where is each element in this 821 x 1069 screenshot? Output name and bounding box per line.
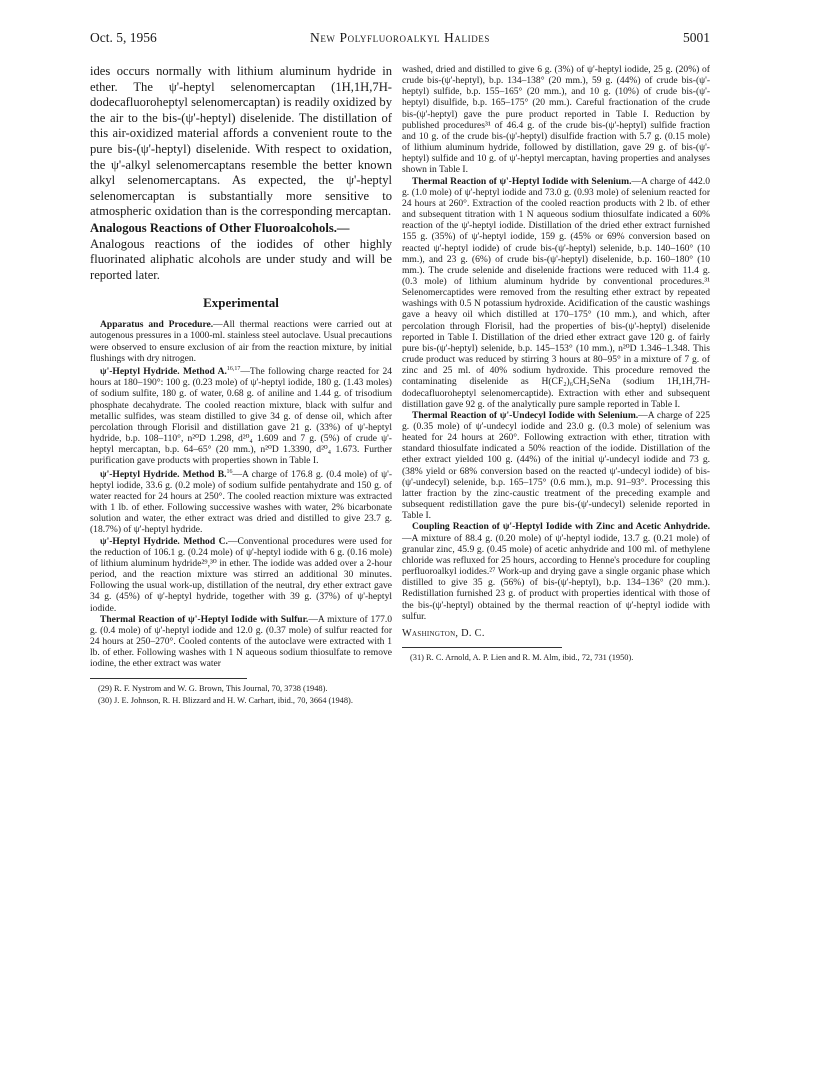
right-column [402, 64, 710, 665]
run-in-heading: Thermal Reaction of ψ'-Heptyl Iodide with Selenium. [412, 175, 632, 187]
paragraph-hydride-b [90, 467, 392, 536]
run-in-heading: ψ'-Heptyl Hydride. Method A. [100, 366, 227, 378]
paragraph-selenium [402, 176, 710, 410]
paragraph-undecyl [402, 410, 710, 522]
section-title: Experimental [203, 295, 279, 311]
subsection-heading: Analogous Reactions of Other Fluoroalcohols.— [90, 220, 350, 235]
paragraph-body: —A charge of 442.0 g. (1.0 mole) of ψ'-heptyl iodide and 73.0 g. (0.93 mole) of selenium reacted for 24 hours at 260°. Extraction of the cooled reaction products with 2 lb. of ether and subsequent titration with 1 N aqueous sodium thiosulfate indicated a 60% reaction of the ψ'-heptyl iodide. Distillation of the dried ether extract furnished 155 g. (35%) of ψ'-heptyl iodide, 159 g. (45% or 69% conversion based on reacted ψ'-heptyl iodide) of crude bis-(ψ'-heptyl) selenide, b.p. 140–160° (10 mm.), and 23 g. (6%) of crude bis-(ψ'-heptyl) diselenide, b.p. 160–180° (10 mm.). The crude selenide and diselenide fractions were reduced with 11.4 g. (0.3 mole) of lithium aluminum hydride by conventional procedures.³¹ Selenomercaptides were removed from the resulting ether extract by repeated washings with 0.5 N potassium hydroxide. Acidification of the caustic washings gave a heavy oil which distilled at 170–175° (10 mm.), and which, after percolation through Florisil, had the properties of bis-(ψ'-heptyl) diselenide reported in Table I. Distillation of the dried ether extract gave 120 g. of fairly pure bis-(ψ'-heptyl) selenide, b.p. 145–153° (10 mm.), n²⁰D 1.346–1.348. This crude product was reduced by stirring 3 hours at 80–95° in a mixture of 7 g. of zinc and 25 ml. of 40% sodium hydroxide. This procedure removed the contaminating diselenide as H(CF₂)₆CH₂SeNa (sodium 1H,1H,7H-dodecafluoroheptyl selenomercaptide). Extraction with ether and subsequent distillation gave 92 g. of the analytically pure sample reported in Table I. [402, 175, 710, 410]
paragraph-coupling [402, 521, 710, 621]
signoff-location: Washington, D. C. [402, 627, 485, 639]
footnote-rule [90, 678, 247, 679]
footnote: (30) J. E. Johnson, R. H. Blizzard and H. W. Carhart, ibid., 70, 3664 (1948). [98, 695, 353, 705]
paragraph-body: —The following charge reacted for 24 hours at 180–190°: 100 g. (0.23 mole) of ψ'-heptyl iodide, 180 g. (1.43 moles) of sodium sulfite, 180 g. of water, 0.68 g. of aniline and 1.44 g. of trisodium phosphate decahydrate. The cooled reaction mixture, black with sulfur and metallic sulfides, was steam distilled to give 34 g. of dense oil, which after percolation through Florisil and distillation gave 21 g. (33%) of ψ'-heptyl hydride, b.p. 108–110°, n²⁰D 1.298, d²⁰₄ 1.609 and 7 g. (5%) of crude ψ'-heptyl mercaptan, b.p. 64–65° (20 mm.), n²⁰D 1.3390, d²⁰₄ 1.673. Further purification gave products with properties shown in Table I. [90, 366, 392, 467]
footnote: (31) R. C. Arnold, A. P. Lien and R. M. Alm, ibid., 72, 731 (1950). [410, 652, 634, 662]
paragraph-hydride-c [90, 536, 392, 614]
run-in-heading: Thermal Reaction of ψ'-Undecyl Iodide with Selenium. [412, 409, 639, 421]
intro-text [90, 64, 392, 283]
paragraph-body: —A mixture of 88.4 g. (0.20 mole) of ψ'-heptyl iodide, 13.7 g. (0.21 mole) of granular zinc, 45.9 g. (0.45 mole) of acetic anhydride and 100 ml. of methylene chloride was refluxed for 25 hours, according to Henne's procedure for coupling perfluoroalkyl iodides.²⁷ Work-up and drying gave a single organic phase which distilled to give 35 g. (56%) of bis-(ψ'-heptyl), b.p. 134–136° (20 mm.). Redistillation furnished 23 g. of product with properties identical with those of the bis-(ψ'-heptyl) obtained by the thermal reaction of ψ'-heptyl iodide with sulfur. [402, 532, 710, 622]
paragraph-apparatus [90, 319, 392, 364]
experimental-text-continued [402, 64, 710, 622]
paragraph-body: —A mixture of 177.0 g. (0.4 mole) of ψ'-heptyl iodide and 12.0 g. (0.37 mole) of sulfur reacted for 24 hours at 250–270°. Cooled contents of the autoclave were extracted with 1 lb. of ether. Following washes with 1 N aqueous sodium thiosulfate to remove iodine, the ether extract was water [90, 613, 392, 670]
paragraph-continuation: washed, dried and distilled to give 6 g. (3%) of ψ'-heptyl iodide, 25 g. (20%) of crude bis-(ψ'-heptyl), b.p. 134–138° (20 mm.), 59 g. (44%) of crude bis-(ψ'-heptyl) sulfide, b.p. 155–165° (20 mm.), and 10 g. (10%) of crude bis-(ψ'-heptyl) disulfide, b.p. 165–175° (20 mm.). Careful fractionation of the crude bis-(ψ'-heptyl) gave the pure product reported in Table I. Reduction by published procedures³¹ of 46.4 g. of the crude bis-(ψ'-heptyl) sulfide fraction and 10 g. of the crude bis-(ψ'-heptyl) disulfide fraction with 5.7 g. (0.15 mole) of lithium aluminum hydride, followed by distillation, gave 29 g. of bis-(ψ'-heptyl) sulfide and 10 g. of ψ'-heptyl mercaptan, having properties and analyses shown in Table I. [402, 64, 710, 176]
reference-mark: 16,17 [226, 365, 241, 372]
paragraph-sulfur [90, 614, 392, 670]
paragraph-body: —A charge of 176.8 g. (0.4 mole) of ψ'-heptyl iodide, 33.6 g. (0.2 mole) of sodium sulfide pentahydrate and 150 g. of water reacted for 24 hours at 250°. The cooled reaction mixture was extracted with 1 lb. of ether. Following successive washes with water, 2% bicarbonate solution and water, the ether extract was dried and distilled to give 23.7 g. (18.7%) of ψ'-heptyl hydride. [90, 468, 392, 536]
footnotes [90, 684, 392, 707]
run-in-heading: Coupling Reaction of ψ'-Heptyl Iodide with Zinc and Acetic Anhydride. [412, 521, 710, 533]
footnote-rule [402, 647, 562, 648]
run-in-heading: Thermal Reaction of ψ'-Heptyl Iodide with Sulfur. [100, 613, 309, 625]
subsection-body: Analogous reactions of the iodides of other highly fluorinated aliphatic alcohols are under study and will be reported later. [90, 236, 392, 282]
header-date: Oct. 5, 1956 [90, 30, 157, 45]
header-title: New Polyfluoroalkyl Halides [309, 30, 491, 45]
paragraph-hydride-a [90, 364, 392, 467]
paragraph-body: —All thermal reactions were carried out at autogenous pressures in a 1000-ml. stainless steel autoclave. Usual precautions were observed to ensure exclusion of air from the reaction mixture, by initial flushings with dry nitrogen. [90, 319, 392, 364]
paragraph-body: —Conventional procedures were used for the reduction of 106.1 g. (0.24 mole) of ψ'-heptyl iodide with 6 g. (0.16 mole) of lithium aluminum hydride²⁹,³⁰ in ether. The iodide was added over a 2-hour period, and the reaction mixture was stirred an additional 30 minutes. Following the usual work-up, distillation of the neutral, dry ether extract gave 34 g. (45%) of ψ'-heptyl hydride, together with 39 g. (37%) of ψ'-heptyl iodide. [90, 535, 393, 614]
left-column [90, 64, 392, 708]
reference-mark: 16 [226, 468, 233, 475]
run-in-heading: ψ'-Heptyl Hydride. Method C. [100, 535, 228, 547]
running-header [90, 30, 710, 50]
experimental-text [90, 319, 392, 669]
run-in-heading: Apparatus and Procedure. [100, 319, 214, 331]
page-number: 5001 [683, 30, 710, 45]
run-in-heading: ψ'-Heptyl Hydride. Method B. [100, 468, 227, 480]
footnote: (29) R. F. Nystrom and W. G. Brown, This Journal, 70, 3738 (1948). [98, 683, 328, 693]
intro-paragraph: ides occurs normally with lithium aluminum hydride in ether. The ψ'-heptyl selenomercaptan (1H,1H,7H-dodecafluoroheptyl selenomercaptan) is readily oxidized by the air to the bis-(ψ'-heptyl) diselenide. The distillation of this air-oxidized material affords a convenient route to the pure bis-(ψ'-heptyl) diselenide. With respect to oxidation, the ψ'-alkyl selenomercaptans resemble the better known alkyl selenomercaptans. As expected, the ψ'-heptyl selenomercaptan is substantially more sensitive to atmospheric oxidation than is the corresponding mercaptan. [90, 64, 392, 219]
paragraph-body: —A charge of 225 g. (0.35 mole) of ψ'-undecyl iodide and 23.0 g. (0.3 mole) of selenium was heated for 24 hours at 260°. Following extraction with ether, titration with standard thiosulfate indicated a 50% reaction of the iodide. Distillation of the ether extract yielded 100 g. (44%) of the initial ψ'-undecyl iodide and 73 g. (38% yield or 68% conversion based on the reacted ψ'-undecyl iodide) of bis-(ψ'-undecyl) selenide, b.p. 165–175° (0.6 mm.), m.p. 91–93°. Processing this latter fraction by the zinc-caustic treatment of the preceding example and subsequent redistillation gave the pure bis-(ψ'-undecyl) selenide reported in Table I. [402, 409, 710, 522]
